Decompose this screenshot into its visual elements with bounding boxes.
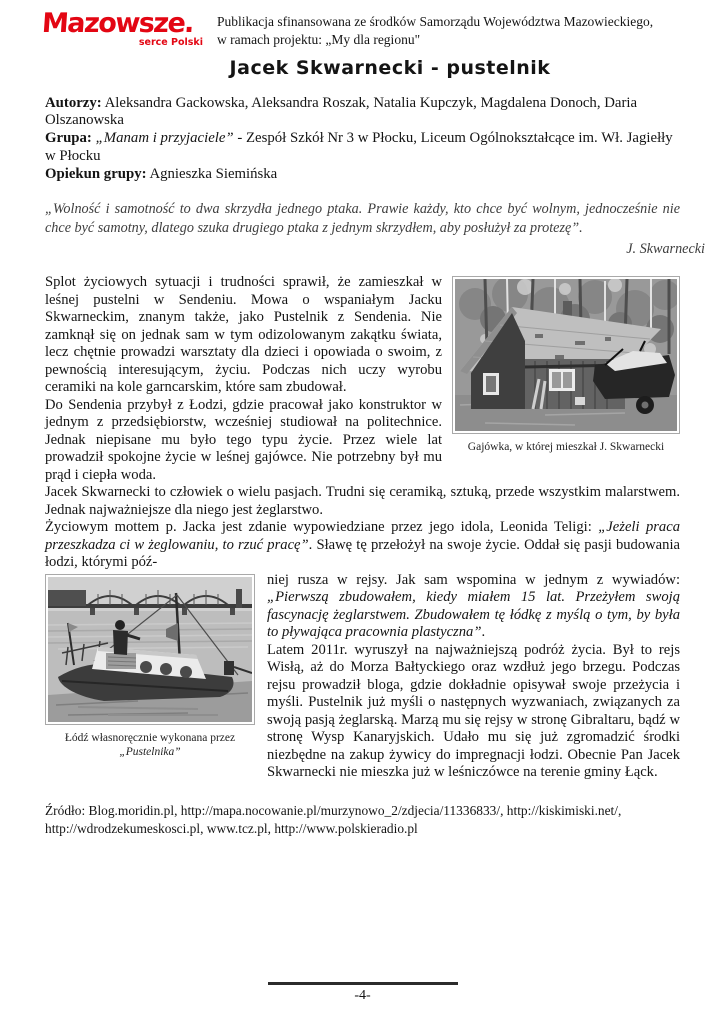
epigraph-attribution: J. Skwarnecki bbox=[626, 241, 705, 258]
article-paragraph-2: Do Sendenia przybył z Łodzi, gdzie pracował jako konstruktor w jednym z przedsiębiorstw, wcześniej studiował na politechnice. Jednak niepisane mu było tego typu życie. Przez wiele lat prowadził spokojne życie w leśnej gajówce. Nie potrzebny był mu prąd i ciepła woda. bbox=[45, 396, 442, 483]
cabin-photo-caption: Gajówka, w której mieszkał J. Skwarnecki bbox=[467, 441, 665, 454]
boat-caption-text: Łódź własnoręcznie wykonana przez bbox=[64, 731, 236, 744]
page-number: -4- bbox=[354, 988, 371, 1003]
tutor-value: Agnieszka Siemińska bbox=[146, 165, 278, 182]
tutor-label: Opiekun grupy: bbox=[45, 165, 147, 182]
page-footer bbox=[0, 982, 725, 1004]
motto-intro: Życiowym mottem p. Jacka jest zdanie wypowiedziane przez jego idola, Leonida Teligi: bbox=[45, 519, 599, 536]
authors-label: Autorzy: bbox=[45, 94, 102, 111]
funding-note-line2: w ramach projektu: „My dla regionu" bbox=[217, 31, 421, 47]
funding-note bbox=[217, 10, 653, 49]
article-paragraph-4 bbox=[45, 519, 680, 572]
article-paragraph-6: Latem 2011r. wyruszył na najważniejszą podróż życia. Był to rejs Wisłą, aż do Morza Bałtyckiego oraz wzdłuż jego brzegu. Podczas rejsu prowadził bloga, gdzie dokładnie opisywał swoje przeżycia i myśli. Pustelnik już myśli o następnych wyzwaniach, związanych za swoją pasją żeglarską. Marzą mu się rejsy w stronę Gibraltaru, bądź w stronę Wysp Kanaryjskich. Udało mu się już zgromadzić środki niezbędne na zakup żywicy do impregnacji łodzi. Obecnie Pan Jacek Skwarnecki nie mieszka już w leśniczówce na terenie gminy Łąck. bbox=[267, 641, 680, 781]
boat-photo-illustration bbox=[48, 577, 252, 722]
authors-value: Aleksandra Gackowska, Aleksandra Roszak, Natalia Kupczyk, Magdalena Donoch, Daria Olszanowska bbox=[45, 94, 638, 129]
tutor-line bbox=[45, 166, 680, 184]
page-title: Jacek Skwarnecki - pustelnik bbox=[229, 56, 551, 79]
authors-line bbox=[45, 95, 680, 131]
group-line bbox=[45, 130, 680, 166]
sources-note: Źródło: Blog.moridin.pl, http://mapa.nocowanie.pl/murzynowo_2/zdjecia/11336833/, http://kiskimiski.net/, http://wdrodzekumeskosci.pl, www.tcz.pl, http://www.polskieradio.pl bbox=[45, 802, 622, 837]
motto-quote: „Jeżeli praca przeszkadza ci w żeglowaniu, to rzuć pracę” bbox=[45, 519, 680, 553]
footer-rule bbox=[268, 982, 458, 985]
cabin-photo bbox=[452, 276, 680, 434]
motto-continuation: . Sławę tę przełożył na swoje życie. Oddał się pasji budowania łodzi, którymi póź- bbox=[45, 536, 680, 571]
interview-end: . bbox=[481, 624, 486, 641]
epigraph: „Wolność i samotność to dwa skrzydła jednego ptaka. Prawie każdy, kto chce być wolnym, jednocześnie nie chce być samotny, dlatego szuka drugiego ptaka z jednym skrzydłem, aby posłużył za protezę”. bbox=[45, 201, 680, 237]
group-label: Grupa: bbox=[45, 130, 92, 147]
mazowsze-logo bbox=[42, 10, 217, 48]
mazowsze-logo-tagline: serce Polski bbox=[138, 37, 203, 48]
boat-caption-name: „Pustelnika” bbox=[119, 745, 181, 758]
cabin-figure bbox=[452, 276, 680, 455]
cabin-photo-illustration bbox=[455, 279, 677, 431]
article-paragraph-1: Splot życiowych sytuacji i trudności sprawił, że zamieszkał w leśnej pustelni w Sendeniu. Mowa o wspaniałym Jacku Skwarneckim, znanym także, jako Pustelnik z Sendenia. Nie zamknął się on jednak sam w tym odizolowanym zakątku świata, lecz chętnie prowadzi warsztaty dla dzieci i opowiada o swoim, z pewnością interesującym, życiu. Podczas nich uczy wyrobu ceramiki na kole garncarskim, które sam zbudował. bbox=[45, 274, 442, 396]
authors-block bbox=[45, 95, 680, 184]
group-rest: - Zespół Szkół Nr 3 w Płocku, Liceum Ogólnokształcące im. Wł. Jagiełły w Płocku bbox=[45, 130, 673, 164]
article-body bbox=[45, 274, 680, 782]
boat-photo bbox=[45, 574, 255, 725]
boat-figure bbox=[45, 574, 255, 760]
group-name: „Manam i przyjaciele” bbox=[91, 130, 234, 147]
article-paragraph-3: Jacek Skwarnecki to człowiek o wielu pasjach. Trudni się ceramiką, sztuką, przede wszystkim malarstwem. Jednak najważniejsze dla niego jest żeglarstwo. bbox=[45, 484, 680, 518]
funding-note-line1: Publikacja sfinansowana ze środków Samorządu Województwa Mazowieckiego, bbox=[217, 14, 654, 29]
interview-intro: niej rusza w rejsy. Jak sam wspomina w jednym z wywiadów: bbox=[267, 571, 680, 588]
page-header bbox=[0, 0, 725, 49]
boat-photo-caption bbox=[45, 732, 255, 760]
interview-quote: „Pierwszą zbudowałem, kiedy miałem 15 lat. Przeżyłem swoją fascynację żeglarstwem. Zbudowałem tę łódkę z myślą o tym, by była to pływająca pracownia plastyczna” bbox=[267, 589, 680, 641]
mazowsze-logo-text: Mazowsze. bbox=[40, 8, 195, 39]
